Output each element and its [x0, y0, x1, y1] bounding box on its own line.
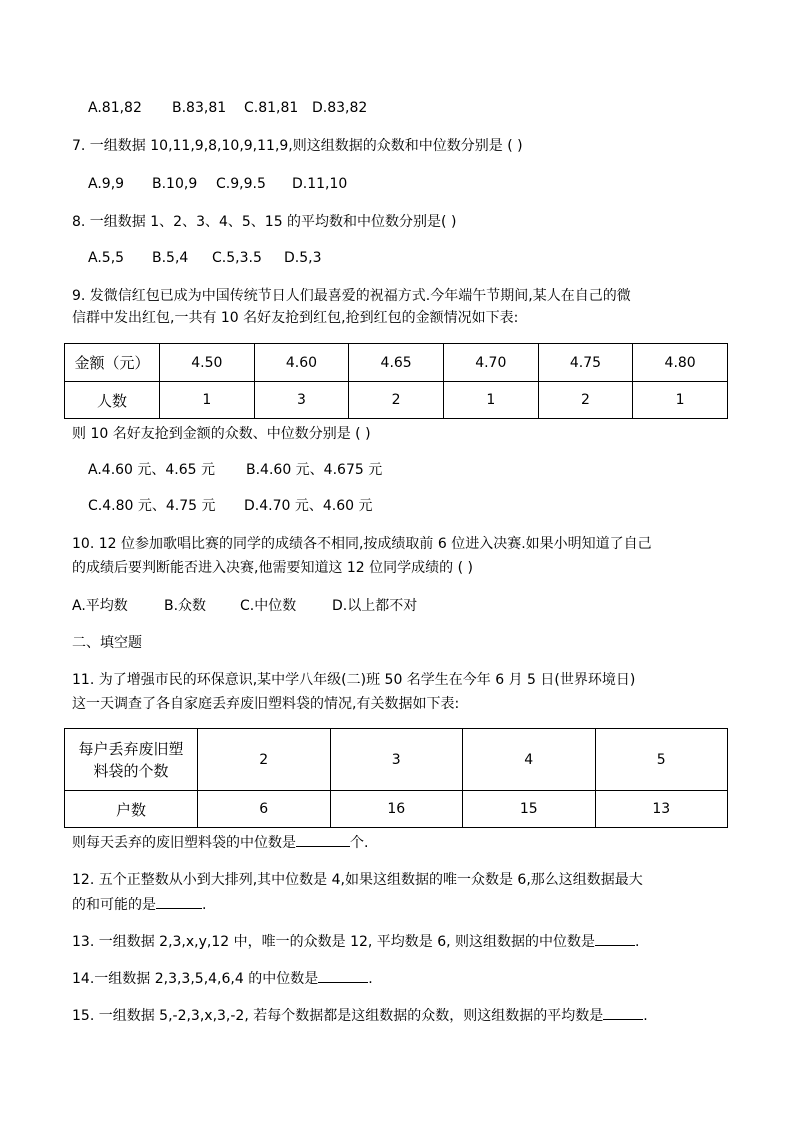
q9-table-row-count: [65, 382, 728, 419]
q6-option-d: D.83,82: [312, 100, 368, 116]
q13-answer-blank[interactable]: [595, 931, 635, 946]
q9-table-row-amount: [65, 344, 728, 382]
q7-option-a: A.9,9: [88, 176, 125, 192]
q7-option-c: C.9,9.5: [216, 176, 266, 192]
q11-question-suffix: 个.: [350, 835, 369, 851]
q11-stem-line2: 这一天调查了各自家庭丢弃废旧塑料袋的情况,有关数据如下表:: [72, 696, 460, 712]
q10-option-a: A.平均数: [72, 598, 128, 614]
q9-table: [64, 343, 728, 419]
q11-table-row-households: [65, 791, 728, 828]
q12-line2-suffix: .: [202, 897, 207, 913]
q9-table-cell: 3: [254, 382, 349, 419]
q14-line: [72, 968, 728, 989]
q11-table-header-bags: [65, 729, 198, 791]
q15-suffix: .: [643, 1008, 648, 1024]
q7-option-d: D.11,10: [292, 176, 348, 192]
q10-stem-line2: 的成绩后要判断能否进入决赛,他需要知道这 12 位同学成绩的 ( ): [72, 560, 473, 576]
q9-options-row1: [88, 460, 728, 480]
q14-answer-blank[interactable]: [318, 968, 368, 983]
q6-option-a: A.81,82: [88, 100, 142, 116]
q8-stem: 8. 一组数据 1、2、3、4、5、15 的平均数和中位数分别是( ): [72, 214, 457, 230]
q9-stem-line1: 9. 发微信红包已成为中国传统节日人们最喜爱的祝福方式.今年端午节期间,某人在自己的微: [72, 288, 631, 304]
q9-option-d: D.4.70 元、4.60 元: [244, 498, 373, 514]
q13-line: [72, 931, 728, 952]
q12-line2-text: 的和可能的是: [72, 897, 156, 913]
q6-options: [88, 98, 728, 118]
q9-question: 则 10 名好友抢到金额的众数、中位数分别是 ( ): [72, 426, 371, 442]
q9-table-cell: 1: [160, 382, 255, 419]
q9-table-cell: 4.65: [349, 344, 444, 382]
section-title-fill-in: 二、填空题: [72, 635, 142, 651]
q8-option-b: B.5,4: [152, 250, 189, 266]
q9-table-header-amount: 金额（元）: [65, 344, 160, 382]
q7-stem: 7. 一组数据 10,11,9,8,10,9,11,9,则这组数据的众数和中位数分别是 ( ): [72, 138, 523, 154]
q13-suffix: .: [635, 934, 640, 950]
q9-table-cell: 4.70: [443, 344, 538, 382]
q11-table-cell: 15: [463, 791, 596, 828]
q11-table-cell: 5: [595, 729, 728, 791]
q15-text: 15. 一组数据 5,-2,3,x,3,-2, 若每个数据都是这组数据的众数，则这组数据的平均数是: [72, 1008, 604, 1024]
q11-table-cell: 16: [330, 791, 463, 828]
q7-option-b: B.10,9: [152, 176, 198, 192]
q11-table-header-households: 户数: [65, 791, 198, 828]
q11-table: [64, 728, 728, 828]
q11-question: [72, 832, 728, 853]
q9-table-header-count: 人数: [65, 382, 160, 419]
q14-suffix: .: [368, 971, 373, 987]
q8-options: [88, 248, 728, 268]
q12-line2: [72, 894, 728, 915]
q9-table-cell: 2: [538, 382, 633, 419]
q15-answer-blank[interactable]: [603, 1005, 643, 1020]
q11-stem-line1: 11. 为了增强市民的环保意识,某中学八年级(二)班 50 名学生在今年 6 月 5 日(世界环境日): [72, 672, 636, 688]
q8-option-d: D.5,3: [284, 250, 322, 266]
q7-options: [88, 174, 728, 194]
q9-table-cell: 2: [349, 382, 444, 419]
q11-table-cell: 4: [463, 729, 596, 791]
q11-table-header-bags-line2: 料袋的个数: [93, 761, 169, 780]
q10-option-d: D.以上都不对: [332, 598, 418, 614]
q9-option-a: A.4.60 元、4.65 元: [88, 462, 216, 478]
q6-option-b: B.83,81: [172, 100, 227, 116]
q11-answer-blank[interactable]: [296, 832, 350, 847]
q11-table-header-bags-line1: 每户丢弃废旧塑: [78, 739, 184, 758]
q9-stem-line2: 信群中发出红包,一共有 10 名好友抢到红包,抢到红包的金额情况如下表:: [72, 310, 519, 326]
q15-line: [72, 1005, 728, 1026]
q8-option-c: C.5,3.5: [212, 250, 262, 266]
q11-table-cell: 3: [330, 729, 463, 791]
q9-table-cell: 4.50: [160, 344, 255, 382]
q9-table-cell: 4.75: [538, 344, 633, 382]
q10-option-b: B.众数: [164, 598, 207, 614]
q11-table-row-bags: [65, 729, 728, 791]
q9-option-c: C.4.80 元、4.75 元: [88, 498, 216, 514]
q9-options-row2: [88, 496, 728, 516]
q11-table-cell: 13: [595, 791, 728, 828]
q9-table-cell: 1: [633, 382, 728, 419]
q14-text: 14.一组数据 2,3,3,5,4,6,4 的中位数是: [72, 971, 319, 987]
q9-table-cell: 4.80: [633, 344, 728, 382]
q9-table-cell: 4.60: [254, 344, 349, 382]
q11-table-cell: 6: [198, 791, 331, 828]
q9-option-b: B.4.60 元、4.675 元: [246, 462, 383, 478]
q11-question-text: 则每天丢弃的废旧塑料袋的中位数是: [72, 835, 296, 851]
q10-stem-line1: 10. 12 位参加歌唱比赛的同学的成绩各不相同,按成绩取前 6 位进入决赛.如果小明知道了自己: [72, 536, 652, 552]
q12-line1: 12. 五个正整数从小到大排列,其中位数是 4,如果这组数据的唯一众数是 6,那么这组数据最大: [72, 872, 643, 888]
q9-table-cell: 1: [443, 382, 538, 419]
q12-answer-blank[interactable]: [156, 894, 202, 909]
q10-option-c: C.中位数: [240, 598, 297, 614]
q11-table-cell: 2: [198, 729, 331, 791]
q10-options: [72, 596, 728, 616]
q8-option-a: A.5,5: [88, 250, 125, 266]
q13-text: 13. 一组数据 2,3,x,y,12 中，唯一的众数是 12, 平均数是 6, 则这组数据的中位数是: [72, 934, 596, 950]
q6-option-c: C.81,81: [244, 100, 299, 116]
